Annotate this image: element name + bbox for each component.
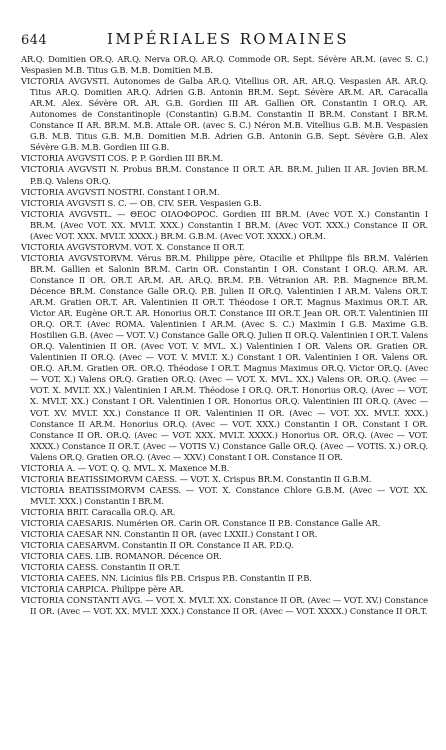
catalog-entry: VICTORIA AVGVSTI S. C. — OB. CIV. SER. Vespasien G.B. <box>21 197 262 208</box>
catalog-entry: VICTORIA CAEES. NN. Licinius fils P.B. Crispus P.B. Constantin II P.B. <box>21 573 312 584</box>
catalog-entry: VICTORIA CONSTANTI AVG. — VOT. X. MVLT. XX. Constance II OR. (Avec — VOT. XV.) Constance II OR. (Avec — VOT. XX. MVLT. XXX.) Constance II OR. (Avec — VOT. XXXX.) Constance II OR.T. <box>21 595 428 617</box>
catalog-entry: VICTORIA AVGVSTI COS. P. P. Gordien III BR.M. <box>21 153 224 164</box>
catalog-entry: AR.Q. Domitien OR.Q. AR.Q. Nerva OR.Q. AR.Q. Commode OR. Sept. Sévère AR.M. (avec S. C.) Vespasien M.B. Titus G.B. M.B. Domitien M.B. <box>21 54 428 76</box>
catalog-entry: VICTORIA AVGVSTL. — ΘΕΟC ΟΙΛΟΦΟΡΟC. Gordien III BR.M. (Avec VOT. X.) Constantin I BR.M. (Avec VOT. XX. MVLT. XXX.) Constantin I BR.M. (Avec VOT. XXX.) Constance II OR. (Avec VOT. XXX. MVLT. XXXX.) BR.M. G.B.M. (Avec VOT. XXXX.) OR.M. <box>21 208 428 241</box>
catalog-entry: VICTORIA CAESARVM. Constantin II OR. Constance II AR. P.D.Q. <box>21 540 294 551</box>
catalog-entry: VICTORIA BRIT. Caracalla OR.Q. AR. <box>21 506 176 517</box>
entry-list <box>21 54 428 617</box>
catalog-entry: VICTORIA CAES. LIB. ROMANOR. Décence OR. <box>21 551 222 562</box>
running-title: IMPÉRIALES ROMAINES <box>107 30 349 48</box>
catalog-entry: VICTORIA BEATISSIMORVM CAESS. — VOT. X. Crispus BR.M. Constantin II G.B.M. <box>21 473 372 484</box>
catalog-entry: VICTORIA AVGVSTORVM. VOT. X. Constance II OR.T. <box>21 241 245 252</box>
catalog-entry: VICTORIA CAESARIS. Numérien OR. Carin OR. Constance II P.B. Constance Galle AR. <box>21 517 381 528</box>
catalog-entry: VICTORIA A. — VOT. Q. Q. MVL. X. Maxence M.B. <box>21 462 230 473</box>
catalog-entry: VICTORIA AVGVSTI N. Probus BR.M. Constance II OR.T. AR. BR.M. Julien II AR. Jovien BR.M. P.B.Q. Valens OR.Q. <box>21 164 428 186</box>
catalog-entry: VICTORIA CAESAR NN. Constantin II OR. (avec LXXII.) Constant I OR. <box>21 529 318 540</box>
catalog-entry: VICTORIA BEATISSIMORVM CAESS. — VOT. X. Constance Chlore G.B.M. (Avec — VOT. XX. MVLT. XXX.) Constantin I BR.M. <box>21 484 428 506</box>
page-number: 644 <box>21 33 48 48</box>
catalog-entry: VICTORIA AVGVSTORVM. Vérus BR.M. Philippe père, Otacilie et Philippe fils BR.M. Valérien BR.M. Gallien et Salonin BR.M. Carin OR. Constantin I OR. Constant I OR.Q. AR.M. AR. Constance II OR. OR.T. AR.M. AR. AR.Q. BR.M. P.B. Vétranion AR. P.B. Magnence BR.M. Décence BR.M. Constance Galle OR.Q. P.B. Julien II OR.Q. Valentinien I AR.M. Valens OR.T. AR.M. Gratien OR.T. AR. Valentinien II OR.T. Théodose I OR.T. Magnus Maximus OR.T. AR. Victor AR. Eugène OR.T. AR. Honorius OR.T. Constance III OR.T. Jean OR. OR.T. Valentinien III OR.Q. OR.T. (Avec ROMA. Valentinien I AR.M. (Avec S. C.) Maximin I G.B. Maxime G.B. Hostilien G.B. (Avec — VOT. V.) Constance Galle OR.Q. Julien II OR.Q. Valentinien I OR.T. Valens OR.Q. Valentinien II OR. (Avec VOT. V. MVL. X.) Valentinien I OR. Valens OR. Gratien OR. Valentinien II OR.Q. (Avec — VOT. V. MVLT. X.) Constant I OR. Valentinien I OR. Valens OR. OR.Q. AR.M. Gratien OR. OR.Q. Théodose I OR.T. Magnus Maximus OR.Q. Victor OR.Q. (Avec — VOT. X.) Valens OR.Q. Gratien OR.Q. (Avec — VOT. X. MVL. XX.) Valens OR. OR.Q. (Avec — VOT. X. MVLT. XX.) Valentinien I AR.M. Théodose I OR.Q. OR.T. Honorius OR.Q. (Avec — VOT. X. MVLT. XX.) Constant I OR. Valentinien I OR. Honorius OR.Q. Valentinien III OR.Q. (Avec — VOT. XV. MVLT. XX.) Constance II OR. Valentinien II OR. (Avec — VOT. XX. MVLT. XXX.) Constance II AR.M. Honorius OR.Q. (Avec — VOT. XXX.) Constantin I OR. Constant I OR. Constance II OR. OR.Q. (Avec — VOT. XXX. MVLT. XXXX.) Honorius OR. OR.Q. (Avec — VOT. XXXX.) Constance II OR.T. (Avec — VOTIS V.) Constance Galle OR.Q. (Avec — VOTIS. X.) OR.Q. Valens OR.Q. Gratien OR.Q. (Avec — XXV.) Constant I OR. Constance II OR. <box>21 252 428 462</box>
catalog-entry: VICTORIA CAESS. Constantin II OR.T. <box>21 562 181 573</box>
catalog-entry: VICTORIA CARPICA. Philippe père AR. <box>21 584 184 595</box>
page-header <box>21 30 428 50</box>
catalog-entry: VICTORIA AVGVSTI. Autonomes de Galba AR.Q. Vitellius OR. AR. AR.Q. Vespasien AR. AR.Q. Titus AR.Q. Domitien AR.Q. Adrien G.B. Antonin BR.M. Sept. Sévère AR.M. AR. Caracalla AR.M. Alex. Sévère OR. AR. G.B. Gordien III AR. Gallien OR. Constantin I OR.Q. AR. Autonomes de Constantinople (Constantin) G.B.M. Constantin II BR.M. Constant I BR.M. Constance II AR. BR.M. M.B. Attale OR. (avec S. C.) Néron M.B. Vitellius G.B. M.B. Vespasien G.B. M.B. Titus G.B. M.B. Domitien M.B. Adrien G.B. Antonin G.B. Sept. Sévère G.B. Alex Sévère G.B. M.B. Gordien III G.B. <box>21 76 428 153</box>
catalog-entry: VICTORIA AVGVSTI NOSTRI. Constant I OR.M. <box>21 186 220 197</box>
